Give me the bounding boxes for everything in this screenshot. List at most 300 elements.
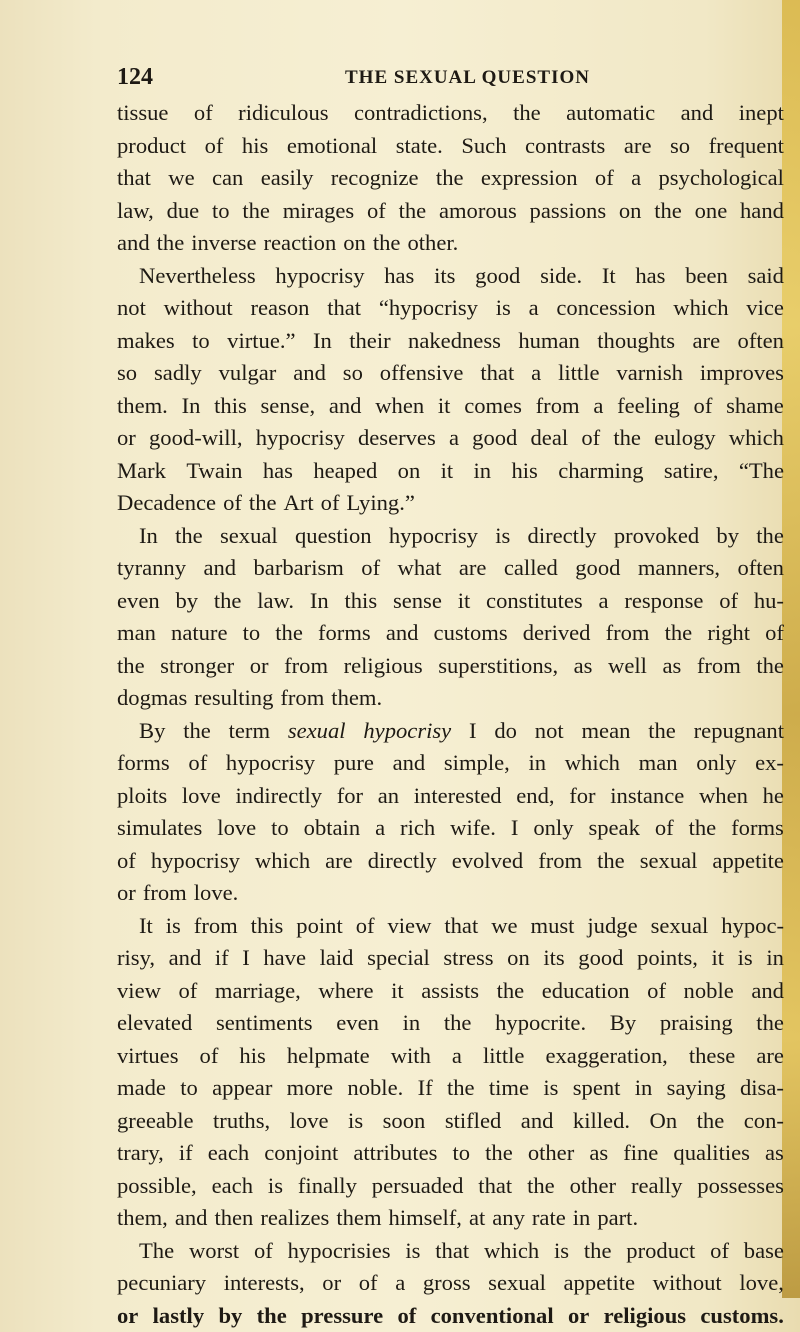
- word: repugnant: [694, 715, 784, 748]
- word: killed.: [573, 1105, 630, 1138]
- word: then: [214, 1202, 253, 1235]
- word: wife.: [450, 812, 496, 845]
- word: from: [194, 910, 238, 943]
- word: pure: [334, 747, 374, 780]
- word: sexual: [488, 1267, 546, 1300]
- word: a: [449, 422, 459, 455]
- word: we: [491, 910, 517, 943]
- word: sense,: [261, 390, 316, 423]
- text-line: [117, 942, 784, 975]
- word: is: [554, 1235, 569, 1268]
- text-line: [117, 1202, 784, 1235]
- word: the: [756, 650, 784, 683]
- word: response: [624, 585, 703, 618]
- word: the: [436, 162, 464, 195]
- word: really: [631, 1170, 682, 1203]
- text-line: [117, 97, 784, 130]
- word: or: [117, 1300, 138, 1332]
- word: In: [313, 325, 332, 358]
- word: the: [249, 487, 277, 520]
- word: as: [765, 1137, 784, 1170]
- word: “hypocrisy: [379, 292, 478, 325]
- word: sexual: [640, 845, 698, 878]
- word: of: [205, 130, 224, 163]
- word: and: [203, 552, 236, 585]
- word: mirages: [283, 195, 355, 228]
- word: each: [212, 1170, 253, 1203]
- word: forms: [318, 617, 371, 650]
- word: of: [321, 487, 340, 520]
- word: passions: [530, 195, 607, 228]
- word: law,: [117, 195, 154, 228]
- text-line: [117, 682, 784, 715]
- word: the: [447, 1072, 475, 1105]
- word: is: [543, 1072, 558, 1105]
- word: from: [284, 650, 328, 683]
- text-line: [117, 877, 784, 910]
- word: has: [384, 260, 414, 293]
- word: satire,: [664, 455, 719, 488]
- word: which: [484, 1235, 539, 1268]
- word: product: [626, 1235, 695, 1268]
- word: tyranny: [117, 552, 186, 585]
- word: sadly: [154, 357, 202, 390]
- text-line: [117, 357, 784, 390]
- word: of: [223, 487, 242, 520]
- word: stress: [443, 942, 493, 975]
- word: hand: [740, 195, 784, 228]
- word: automatic: [566, 97, 655, 130]
- word: which: [565, 747, 620, 780]
- word: contrasts: [525, 130, 605, 163]
- word: on: [398, 455, 421, 488]
- word: trary,: [117, 1137, 164, 1170]
- word: without: [164, 292, 233, 325]
- word: religious: [604, 1300, 686, 1332]
- word: its: [543, 942, 564, 975]
- word: are: [693, 325, 721, 358]
- word: each: [208, 1137, 249, 1170]
- word: for: [569, 780, 595, 813]
- word: pecuniary: [117, 1267, 206, 1300]
- word: them.: [117, 390, 168, 423]
- word: recognize: [331, 162, 419, 195]
- word: the: [697, 1105, 725, 1138]
- word: when: [699, 780, 748, 813]
- word: contradictions,: [354, 97, 488, 130]
- word: his: [239, 1040, 265, 1073]
- word: of: [647, 975, 666, 1008]
- word: eulogy: [654, 422, 716, 455]
- word: a: [631, 162, 641, 195]
- word: virtues: [117, 1040, 179, 1073]
- text-line: [117, 910, 784, 943]
- word: from: [536, 390, 580, 423]
- word: appetite: [712, 845, 784, 878]
- word: a: [375, 812, 385, 845]
- word: worst: [189, 1235, 239, 1268]
- word: constitutes: [486, 585, 583, 618]
- word: expression: [481, 162, 578, 195]
- word: other: [570, 1170, 616, 1203]
- word: the: [242, 195, 270, 228]
- word: forms: [731, 812, 784, 845]
- word: evolved: [452, 845, 524, 878]
- word: rich: [400, 812, 435, 845]
- word: or: [117, 422, 136, 455]
- word: is: [496, 292, 511, 325]
- word: of: [655, 812, 674, 845]
- word: or: [117, 877, 136, 910]
- word: side.: [540, 260, 582, 293]
- word: On: [650, 1105, 678, 1138]
- word: term: [229, 715, 270, 748]
- text-line: [117, 1267, 784, 1300]
- word: makes: [117, 325, 175, 358]
- word: good: [575, 552, 620, 585]
- word: these: [689, 1040, 735, 1073]
- word: good: [475, 260, 520, 293]
- word: appear: [212, 1072, 272, 1105]
- word: that: [435, 1235, 469, 1268]
- word: improves: [700, 357, 784, 390]
- text-line: [117, 487, 784, 520]
- word: not: [535, 715, 564, 748]
- word: have: [263, 942, 306, 975]
- word: from: [606, 617, 650, 650]
- word: realizes: [260, 1202, 329, 1235]
- word: the: [584, 1235, 612, 1268]
- word: instance: [610, 780, 684, 813]
- word: of: [200, 1040, 219, 1073]
- word: the: [275, 617, 303, 650]
- text-line: [117, 1007, 784, 1040]
- word: vice: [746, 292, 784, 325]
- word: Mark: [117, 455, 166, 488]
- word: possible,: [117, 1170, 197, 1203]
- word: that: [327, 292, 361, 325]
- word: and: [175, 1202, 208, 1235]
- word: said: [748, 260, 784, 293]
- word: with: [391, 1040, 431, 1073]
- word: are: [459, 552, 487, 585]
- word: and: [293, 357, 326, 390]
- word: them.: [331, 682, 382, 715]
- text-line: [117, 390, 784, 423]
- word: the: [117, 650, 145, 683]
- word: resulting: [194, 682, 273, 715]
- word: so: [343, 357, 363, 390]
- word: law.: [257, 585, 294, 618]
- word: easily: [261, 162, 314, 195]
- word: the: [756, 1007, 784, 1040]
- word: the: [157, 227, 185, 260]
- word: It: [139, 910, 153, 943]
- word: man: [639, 747, 678, 780]
- word: attributes: [353, 1137, 437, 1170]
- text-line: [117, 715, 784, 748]
- word: I: [242, 942, 250, 975]
- word: the: [399, 195, 427, 228]
- word: to: [271, 812, 289, 845]
- word: con-: [744, 1105, 784, 1138]
- word: to: [453, 1137, 471, 1170]
- word: greeable: [117, 1105, 194, 1138]
- word: a: [593, 390, 603, 423]
- word: only: [696, 747, 736, 780]
- word: to: [180, 1072, 198, 1105]
- word: By: [139, 715, 165, 748]
- word: noble.: [347, 1072, 403, 1105]
- word: from: [538, 845, 582, 878]
- word: the: [214, 585, 242, 618]
- word: customs: [434, 617, 508, 650]
- text-line: [117, 422, 784, 455]
- word: directly: [368, 845, 437, 878]
- word: this: [251, 910, 284, 943]
- word: qualities: [673, 1137, 750, 1170]
- word: that: [480, 357, 514, 390]
- word: appetite: [564, 1267, 636, 1300]
- word: their: [349, 325, 390, 358]
- word: the: [756, 520, 784, 553]
- word: points,: [637, 942, 698, 975]
- word: if: [215, 942, 229, 975]
- word: customs.: [700, 1300, 783, 1332]
- word: this: [344, 585, 377, 618]
- word: the: [613, 422, 641, 455]
- word: are: [756, 1040, 784, 1073]
- word: do: [494, 715, 517, 748]
- word: of: [710, 1235, 729, 1268]
- word: stronger: [160, 650, 234, 683]
- word: deserves: [358, 422, 436, 455]
- word: or: [322, 1267, 341, 1300]
- word: of: [356, 910, 375, 943]
- word: soon: [383, 1105, 426, 1138]
- word: the: [497, 975, 525, 1008]
- word: concession: [556, 292, 655, 325]
- word: it: [441, 455, 454, 488]
- word: little: [558, 357, 599, 390]
- word: are: [624, 130, 652, 163]
- text-line: [117, 325, 784, 358]
- word: In: [182, 390, 201, 423]
- word: as: [574, 650, 593, 683]
- body-text: [117, 97, 784, 1332]
- word: dogmas: [117, 682, 187, 715]
- word: nature: [171, 617, 227, 650]
- word: of: [178, 975, 197, 1008]
- text-line: [117, 292, 784, 325]
- word: In: [139, 520, 158, 553]
- word: inverse: [191, 227, 256, 260]
- word: them: [336, 1202, 381, 1235]
- word: and: [169, 942, 202, 975]
- word: sexual: [220, 520, 278, 553]
- word: noble: [684, 975, 734, 1008]
- text-line: [117, 975, 784, 1008]
- text-line: [117, 1170, 784, 1203]
- word: nakedness: [408, 325, 501, 358]
- word: ploits: [117, 780, 167, 813]
- word: is: [268, 1170, 283, 1203]
- word: his: [511, 455, 537, 488]
- text-line: [117, 1040, 784, 1073]
- word: we: [168, 162, 194, 195]
- word: is: [738, 942, 753, 975]
- word: sexual: [651, 910, 709, 943]
- text-line: [117, 195, 784, 228]
- word: The: [139, 1235, 174, 1268]
- word: pressure: [301, 1300, 383, 1332]
- word: Art: [284, 487, 314, 520]
- word: due: [167, 195, 200, 228]
- word: hypocrisy: [275, 260, 364, 293]
- word: sentiments: [216, 1007, 313, 1040]
- word: psychological: [658, 162, 784, 195]
- word: called: [504, 552, 558, 585]
- word: Lying.”: [346, 487, 414, 520]
- word: even: [336, 1007, 379, 1040]
- word: and: [329, 390, 362, 423]
- word: hypocrisy: [226, 747, 315, 780]
- word: a: [599, 585, 609, 618]
- word: fine: [623, 1137, 658, 1170]
- word: ex-: [755, 747, 784, 780]
- word: that: [478, 1170, 512, 1203]
- word: risy,: [117, 942, 155, 975]
- word: marriage,: [215, 975, 301, 1008]
- word: of: [254, 1235, 273, 1268]
- word: other: [528, 1137, 574, 1170]
- word: and: [117, 227, 150, 260]
- word: the: [257, 1300, 287, 1332]
- word: on: [507, 942, 530, 975]
- word: where: [318, 975, 373, 1008]
- word: frequent: [709, 130, 784, 163]
- word: feeling: [617, 390, 680, 423]
- word: of: [595, 162, 614, 195]
- text-line: [117, 260, 784, 293]
- word: the: [689, 812, 717, 845]
- word: and: [681, 97, 714, 130]
- page-header: [117, 62, 782, 92]
- word: disa-: [740, 1072, 784, 1105]
- word: what: [398, 552, 442, 585]
- word: shame: [726, 390, 784, 423]
- word: If: [418, 1072, 433, 1105]
- word: view: [387, 910, 431, 943]
- word: any: [492, 1202, 525, 1235]
- word: judge: [587, 910, 637, 943]
- word: the: [513, 97, 541, 130]
- word: in: [635, 1072, 653, 1105]
- word: is: [348, 1105, 363, 1138]
- word: them,: [117, 1202, 168, 1235]
- word: of: [359, 1267, 378, 1300]
- word: heaped: [313, 455, 377, 488]
- word: little: [483, 1040, 524, 1073]
- word: it: [438, 390, 451, 423]
- word: truths,: [213, 1105, 270, 1138]
- word: praising: [660, 1007, 733, 1040]
- word: base: [744, 1235, 784, 1268]
- word: himself,: [389, 1202, 462, 1235]
- word: view: [117, 975, 161, 1008]
- word: varnish: [616, 357, 683, 390]
- page-number: 124: [117, 62, 153, 92]
- word: can: [212, 162, 243, 195]
- word: hypocrisy: [389, 520, 478, 553]
- text-line: [117, 1235, 784, 1268]
- word: to: [192, 325, 210, 358]
- word: which: [255, 845, 310, 878]
- word: from: [697, 650, 741, 683]
- word: amorous: [439, 195, 517, 228]
- word: from: [143, 877, 187, 910]
- word: in: [528, 747, 546, 780]
- word: lastly: [153, 1300, 204, 1332]
- word: by: [218, 1300, 242, 1332]
- text-line: [117, 650, 784, 683]
- word: the: [444, 1007, 472, 1040]
- word: tissue: [117, 97, 168, 130]
- word: love: [217, 812, 256, 845]
- word: By: [610, 1007, 636, 1040]
- word: Such: [461, 130, 506, 163]
- word: and: [386, 617, 419, 650]
- word: of: [117, 845, 136, 878]
- word: hypocrisy: [256, 422, 345, 455]
- word: an: [378, 780, 399, 813]
- word: from: [280, 682, 324, 715]
- word: speak: [588, 812, 639, 845]
- text-line: [117, 227, 784, 260]
- word: often: [738, 325, 784, 358]
- word: reason: [250, 292, 309, 325]
- word: on: [343, 227, 366, 260]
- word: as: [662, 650, 681, 683]
- word: not: [117, 292, 146, 325]
- word: hypocrisies: [288, 1235, 391, 1268]
- word: Nevertheless: [139, 260, 256, 293]
- running-head: THE SEXUAL QUESTION: [345, 64, 590, 92]
- word: conventional: [431, 1300, 554, 1332]
- word: possesses: [697, 1170, 784, 1203]
- word: its: [434, 260, 455, 293]
- word: to: [243, 617, 261, 650]
- word: the: [527, 1170, 555, 1203]
- word: comes: [464, 390, 522, 423]
- word: in: [403, 1007, 421, 1040]
- word: love: [290, 1105, 329, 1138]
- word: and: [521, 1105, 554, 1138]
- word: part.: [597, 1202, 638, 1235]
- text-line: [117, 455, 784, 488]
- word: of: [194, 97, 213, 130]
- word: virtue.”: [227, 325, 295, 358]
- text-line: [117, 812, 784, 845]
- word: indirectly: [235, 780, 322, 813]
- word: manners,: [638, 552, 720, 585]
- word: right: [707, 617, 750, 650]
- word: of: [188, 747, 207, 780]
- text-line: [117, 130, 784, 163]
- word: well: [608, 650, 647, 683]
- word: directly: [528, 520, 597, 553]
- word: without: [653, 1267, 722, 1300]
